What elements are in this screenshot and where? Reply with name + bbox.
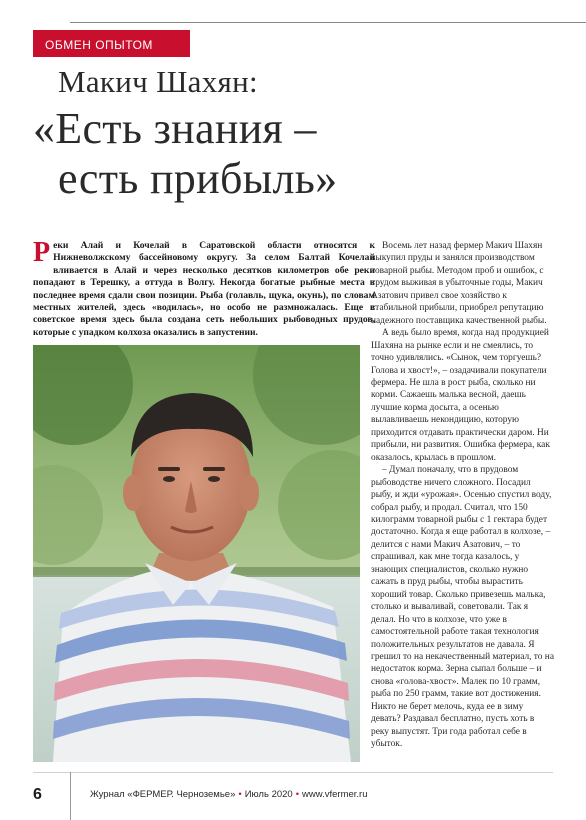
- lead-text: еки Алай и Кочелай в Саратовской области относятся к Нижневолжскому бассейновому округу. За селом Балтай Кочелай вливается в Алай и через несколько десятков километров обе реки попадают в Терешку, а оттуда в Волгу. Некогда богатые рыбные места в последнее время сдали свои позиции. Рыба (голавль, щука, окунь), по словам местных жителей, здесь «водилась», но особо не размножалась. Еще в советское время здесь была создана сеть небольших рыбоводных прудов, которые с упадком колхоза оказались в запустении.: [33, 240, 375, 338]
- portrait-illustration: [33, 345, 360, 762]
- footer-rule: [33, 772, 553, 773]
- journal-name: Журнал «ФЕРМЕР. Черноземье»: [90, 789, 236, 800]
- body-paragraph: Восемь лет назад фермер Макич Шахян выкупил пруды и занялся производством товарной рыбы. Методом проб и ошибок, с трудом выживая в убыточные годы, Макич Азатович привел свое хозяйство к стабильной прибыли, приобрел репутацию надежного поставщика качественной рыбы.: [371, 241, 547, 326]
- drop-cap: Р: [33, 237, 51, 268]
- lead-paragraph: [33, 237, 375, 339]
- footer-divider: [70, 772, 71, 820]
- website-link[interactable]: www.vfermer.ru: [302, 789, 368, 800]
- headline-quote-line1: «Есть знания –: [33, 104, 317, 153]
- issue-date: Июль 2020: [244, 789, 293, 800]
- section-rubric: [33, 30, 190, 57]
- headline-name: Макич Шахян:: [58, 64, 258, 99]
- body-paragraph: – Думал поначалу, что в прудовом рыбоводстве ничего сложного. Посадил рыбу, и жди «урожая». Осенью спустил воду, собрал рыбу, и продал. Считал, что 150 килограмм товарной рыбы с 1 гектара будет достаточно. Когда я еще работал в колхозе, – делится с нами Макич Азатович, – то спрашивал, как мне тогда казалось, у знающих специалистов, сколько нужно сажать в пруд рыбы, чтобы вырастить хороший товар. Сколько привезешь малька, столько и вываливай, советовали. Так я делал. Но что в колхозе, что уже в самостоятельной работе такая технология положительных результатов не давала. Я грешил то на некачественный материал, то на недостаток корма. Зерна сыпал больше – и снова «голова-хвост». Малек по 10 грамм, рыба по 250 грамм, такие вот достижения. Никто не берет мелочь, куда ее в зиму девать? Раздавал бесплатно, пусть хоть в реку выпустят. Три года работал себе в убыток.: [371, 465, 554, 750]
- body-paragraph: А ведь было время, когда над продукцией Шахяна на рынке если и не смеялись, то точно удивлялись. «Сынок, чем торгуешь? Голова и хвост!», – озадачивали покупатели фермера. Не шла в рост рыба, сколько ни корми. Сажаешь малька весной, даешь лучшие корма досыта, а осенью вылавливаешь некондицию, которую приходится отдавать практически даром. Ни прибыли, ни развития. Ошибка фермера, как оказалось, крылась в прошлом.: [371, 328, 550, 463]
- separator-dot: •: [238, 789, 242, 800]
- footer-credits: [90, 789, 368, 800]
- article-headline: [33, 64, 553, 204]
- rubric-label: ОБМЕН ОПЫТОМ: [45, 38, 153, 52]
- farmer-portrait-photo: [33, 345, 360, 762]
- body-column-right: [371, 240, 554, 751]
- page-number: 6: [33, 786, 42, 803]
- headline-quote-line2: есть прибыль»: [58, 154, 338, 203]
- header-rule: [70, 22, 586, 23]
- separator-dot: •: [295, 789, 300, 800]
